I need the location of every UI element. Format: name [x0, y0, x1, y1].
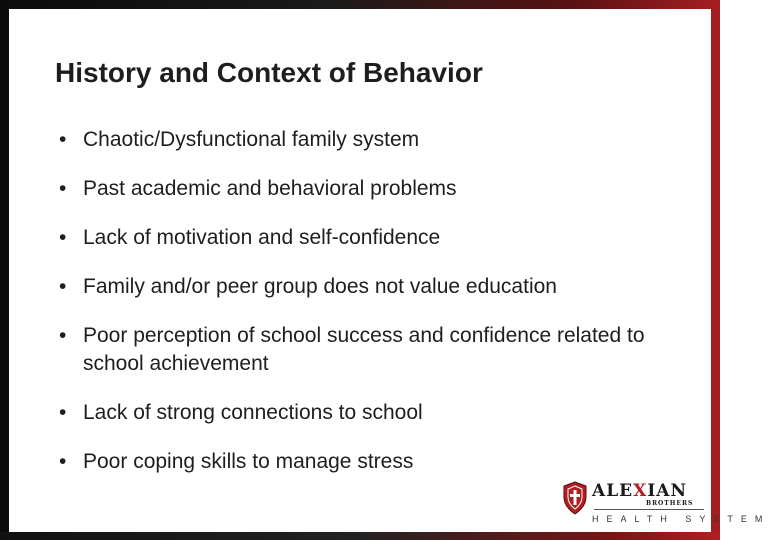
- bullet-item: [59, 273, 659, 301]
- bullet-text: Family and/or peer group does not value education: [83, 275, 557, 298]
- bullet-item: [59, 224, 659, 252]
- logo-sub: BROTHERS: [646, 500, 694, 507]
- company-logo: [562, 481, 770, 529]
- bullet-dot-icon: •: [59, 401, 67, 424]
- bullet-dot-icon: •: [59, 226, 67, 249]
- logo-name: ALEXIAN: [592, 481, 687, 501]
- crest-icon: [562, 481, 588, 515]
- bullet-dot-icon: •: [59, 324, 67, 347]
- slide-title: History and Context of Behavior: [55, 57, 483, 88]
- bullet-text: Lack of strong connections to school: [83, 401, 423, 424]
- bullet-list: [59, 126, 659, 497]
- bullet-item: [59, 448, 659, 476]
- slide-frame-bottom: [0, 532, 720, 540]
- bullet-dot-icon: •: [59, 128, 67, 151]
- bullet-item: [59, 399, 659, 427]
- bullet-item: [59, 322, 659, 378]
- bullet-item: [59, 126, 659, 154]
- bullet-text: Chaotic/Dysfunctional family system: [83, 128, 420, 151]
- bullet-text: Past academic and behavioral problems: [83, 177, 457, 200]
- bullet-text: Lack of motivation and self-confidence: [83, 226, 441, 249]
- bullet-item: [59, 175, 659, 203]
- slide-canvas: [9, 9, 770, 532]
- bullet-dot-icon: •: [59, 450, 67, 473]
- bullet-text: Poor coping skills to manage stress: [83, 450, 414, 473]
- bullet-dot-icon: •: [59, 177, 67, 200]
- logo-divider: [594, 509, 704, 510]
- bullet-text: Poor perception of school success and confidence related to school achievement: [83, 324, 645, 375]
- logo-tagline: HEALTH SYSTEM: [592, 514, 770, 524]
- bullet-dot-icon: •: [59, 275, 67, 298]
